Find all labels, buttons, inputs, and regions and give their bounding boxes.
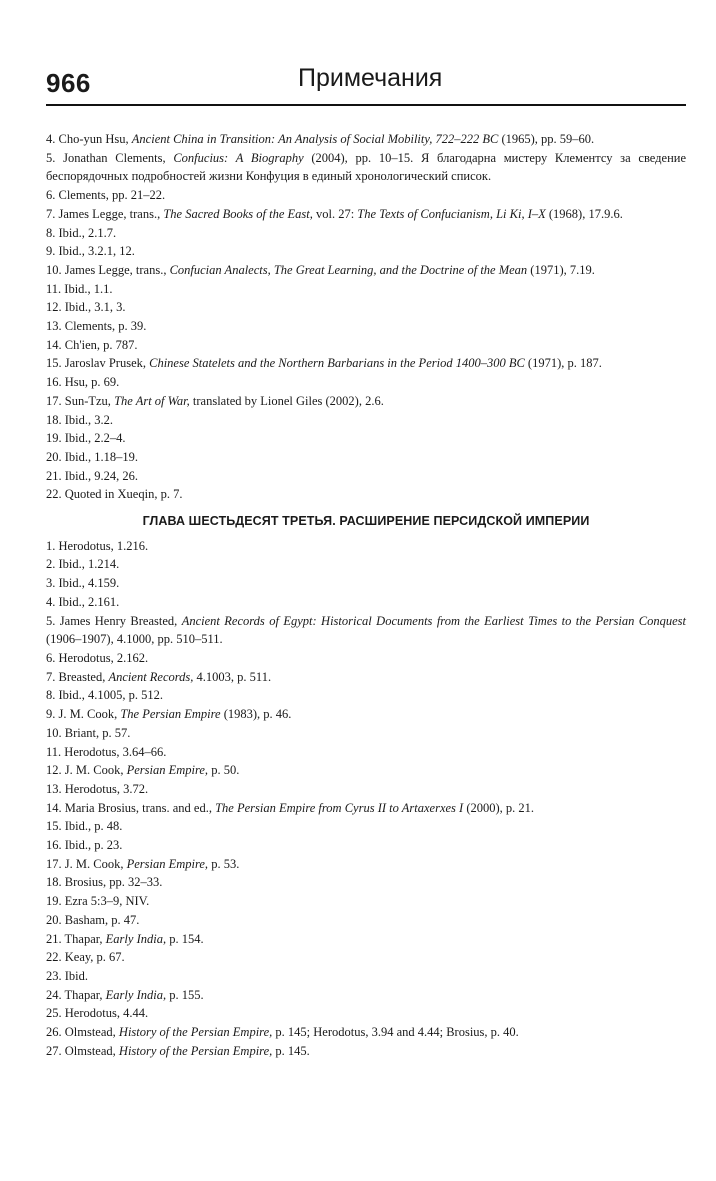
note-entry: [46, 555, 686, 574]
note-title-italic: Early India,: [105, 931, 167, 946]
note-text: 5. Jonathan Clements,: [46, 150, 174, 165]
note-text: (1906–1907), 4.1000, pp. 510–511.: [46, 632, 223, 647]
note-text: 17. Sun-Tzu,: [46, 393, 115, 408]
note-entry: [46, 448, 686, 467]
note-text: 12. Ibid., 3.1, 3.: [46, 300, 126, 315]
note-entry: [46, 467, 686, 486]
note-text: 7. Breasted,: [46, 669, 109, 684]
note-entry: [46, 242, 686, 261]
note-text: vol. 27:: [312, 206, 358, 221]
note-text: 11. Herodotus, 3.64–66.: [46, 744, 167, 759]
note-text: p. 155.: [166, 987, 204, 1002]
note-entry: [46, 593, 686, 612]
note-text: p. 154.: [166, 931, 204, 946]
note-text: (1983), p. 46.: [220, 707, 292, 722]
note-text: 22. Keay, p. 67.: [46, 950, 125, 965]
note-entry: [46, 780, 686, 799]
note-entry: [46, 948, 686, 967]
note-text: 20. Basham, p. 47.: [46, 912, 140, 927]
note-title-italic: Chinese Statelets and the Northern Barbarians in the Period 1400–300 BC: [149, 356, 525, 371]
note-entry: [46, 280, 686, 299]
note-entry: [46, 724, 686, 743]
note-entry: [46, 485, 686, 504]
note-text: 6. Herodotus, 2.162.: [46, 650, 149, 665]
note-text: (1971), p. 187.: [524, 356, 602, 371]
note-text: 19. Ibid., 2.2–4.: [46, 431, 126, 446]
note-text: (1965), pp. 59–60.: [498, 132, 595, 146]
note-entry: [46, 1023, 686, 1042]
page-number: 966: [46, 68, 91, 98]
note-text: 10. Briant, p. 57.: [46, 725, 131, 740]
note-title-italic: Early India,: [105, 987, 167, 1002]
note-entry: [46, 336, 686, 355]
note-text: 4. Ibid., 2.161.: [46, 594, 120, 609]
note-entry: [46, 986, 686, 1005]
note-title-italic: The Texts of Confucianism, Li Ki, I–X: [357, 206, 546, 221]
note-text: 24. Thapar,: [46, 987, 106, 1002]
note-text: 27. Olmstead,: [46, 1043, 119, 1058]
note-entry: [46, 967, 686, 986]
note-text: (2000), p. 21.: [463, 800, 535, 815]
note-entry: [46, 354, 686, 373]
note-title-italic: History of the Persian Empire,: [118, 1043, 273, 1058]
note-entry: [46, 817, 686, 836]
note-entry: [46, 574, 686, 593]
note-entry: [46, 224, 686, 243]
note-title-italic: The Art of War,: [114, 393, 190, 408]
note-title-italic: The Sacred Books of the East,: [163, 206, 313, 221]
header-rule: [46, 104, 686, 106]
note-text: 15. Jaroslav Prusek,: [46, 356, 150, 371]
note-text: p. 50.: [208, 763, 240, 778]
note-title-italic: Ancient Records,: [108, 669, 194, 684]
note-text: 7. James Legge, trans.,: [46, 206, 164, 221]
note-text: 21. Thapar,: [46, 931, 106, 946]
note-entry: [46, 873, 686, 892]
note-entry: [46, 612, 686, 649]
notes-body: [46, 130, 686, 1060]
note-entry: [46, 743, 686, 762]
page-header: [46, 60, 686, 108]
note-text: (1971), 7.19.: [527, 262, 595, 277]
note-entry: [46, 855, 686, 874]
note-entry: [46, 205, 686, 224]
note-text: 25. Herodotus, 4.44.: [46, 1006, 149, 1021]
note-entry: [46, 649, 686, 668]
note-text: 20. Ibid., 1.18–19.: [46, 449, 139, 464]
notes-list-chapter-63: [46, 537, 686, 1061]
note-text: p. 53.: [208, 856, 240, 871]
note-entry: [46, 686, 686, 705]
note-entry: [46, 130, 686, 149]
note-text: 23. Ibid.: [46, 968, 89, 983]
note-text: 6. Clements, pp. 21–22.: [46, 188, 166, 203]
note-text: 16. Ibid., p. 23.: [46, 838, 123, 853]
note-text: 11. Ibid., 1.1.: [46, 281, 113, 296]
note-text: 8. Ibid., 4.1005, p. 512.: [46, 688, 164, 703]
note-entry: [46, 668, 686, 687]
note-title-italic: History of the Persian Empire,: [118, 1025, 273, 1040]
note-entry: [46, 429, 686, 448]
note-text: 10. James Legge, trans.,: [46, 262, 170, 277]
note-text: 4.1003, p. 511.: [193, 669, 272, 684]
note-text: 21. Ibid., 9.24, 26.: [46, 468, 139, 483]
note-text: 14. Ch'ien, p. 787.: [46, 337, 138, 352]
note-title-italic: Ancient Records of Egypt: Historical Documents from the Earliest Times to the Persian Conquest: [181, 613, 686, 628]
note-title-italic: The Persian Empire: [120, 707, 221, 722]
note-text: 15. Ibid., p. 48.: [46, 819, 123, 834]
note-text: 2. Ibid., 1.214.: [46, 557, 120, 572]
note-title-italic: Confucius: A Biography: [173, 150, 304, 165]
running-title: Примечания: [298, 64, 443, 92]
note-text: (2004), pp. 10–15. Я благодарна мистеру Клементсу за сведение беспорядочных подробностей жизни Конфуция в единый хронологический список.: [46, 150, 686, 184]
note-entry: [46, 149, 686, 186]
note-text: 13. Clements, p. 39.: [46, 319, 147, 334]
note-text: 18. Brosius, pp. 32–33.: [46, 875, 163, 890]
note-title-italic: Persian Empire,: [126, 856, 209, 871]
note-entry: [46, 705, 686, 724]
note-entry: [46, 911, 686, 930]
note-entry: [46, 761, 686, 780]
note-text: 14. Maria Brosius, trans. and ed.,: [46, 800, 216, 815]
note-entry: [46, 930, 686, 949]
note-entry: [46, 836, 686, 855]
note-text: 16. Hsu, p. 69.: [46, 375, 120, 390]
note-entry: [46, 298, 686, 317]
note-text: p. 145; Herodotus, 3.94 and 4.44; Brosius, p. 40.: [272, 1025, 519, 1040]
note-title-italic: Confucian Analects, The Great Learning, and the Doctrine of the Mean: [169, 262, 528, 277]
note-text: 3. Ibid., 4.159.: [46, 576, 120, 591]
note-entry: [46, 892, 686, 911]
note-text: 1. Herodotus, 1.216.: [46, 538, 149, 553]
note-entry: [46, 411, 686, 430]
note-text: 17. J. M. Cook,: [46, 856, 127, 871]
note-title-italic: Ancient China in Transition: An Analysis of Social Mobility, 722–222 BC: [131, 132, 499, 146]
note-entry: [46, 392, 686, 411]
note-title-italic: The Persian Empire from Cyrus II to Artaxerxes I: [215, 800, 464, 815]
note-entry: [46, 799, 686, 818]
chapter-heading: ГЛАВА ШЕСТЬДЕСЯТ ТРЕТЬЯ. РАСШИРЕНИЕ ПЕРСИДСКОЙ ИМПЕРИИ: [142, 514, 590, 529]
note-text: 12. J. M. Cook,: [46, 763, 127, 778]
note-text: 26. Olmstead,: [46, 1025, 119, 1040]
note-title-italic: Persian Empire,: [126, 763, 209, 778]
note-entry: [46, 373, 686, 392]
note-text: 9. Ibid., 3.2.1, 12.: [46, 244, 135, 259]
note-text: 18. Ibid., 3.2.: [46, 412, 114, 427]
note-entry: [46, 537, 686, 556]
note-text: (1968), 17.9.6.: [545, 206, 623, 221]
note-text: 22. Quoted in Xueqin, p. 7.: [46, 487, 183, 502]
note-text: p. 145.: [272, 1043, 310, 1058]
note-text: 8. Ibid., 2.1.7.: [46, 225, 117, 240]
note-entry: [46, 261, 686, 280]
note-entry: [46, 1004, 686, 1023]
note-text: 19. Ezra 5:3–9, NIV.: [46, 894, 150, 909]
note-text: 13. Herodotus, 3.72.: [46, 781, 149, 796]
notes-list-previous-chapter: [46, 130, 686, 504]
note-entry: [46, 186, 686, 205]
note-text: 5. James Henry Breasted,: [46, 613, 182, 628]
note-text: translated by Lionel Giles (2002), 2.6.: [189, 393, 384, 408]
note-entry: [46, 1042, 686, 1061]
note-entry: [46, 317, 686, 336]
note-text: 9. J. M. Cook,: [46, 707, 121, 722]
note-text: 4. Cho-yun Hsu,: [46, 132, 132, 146]
